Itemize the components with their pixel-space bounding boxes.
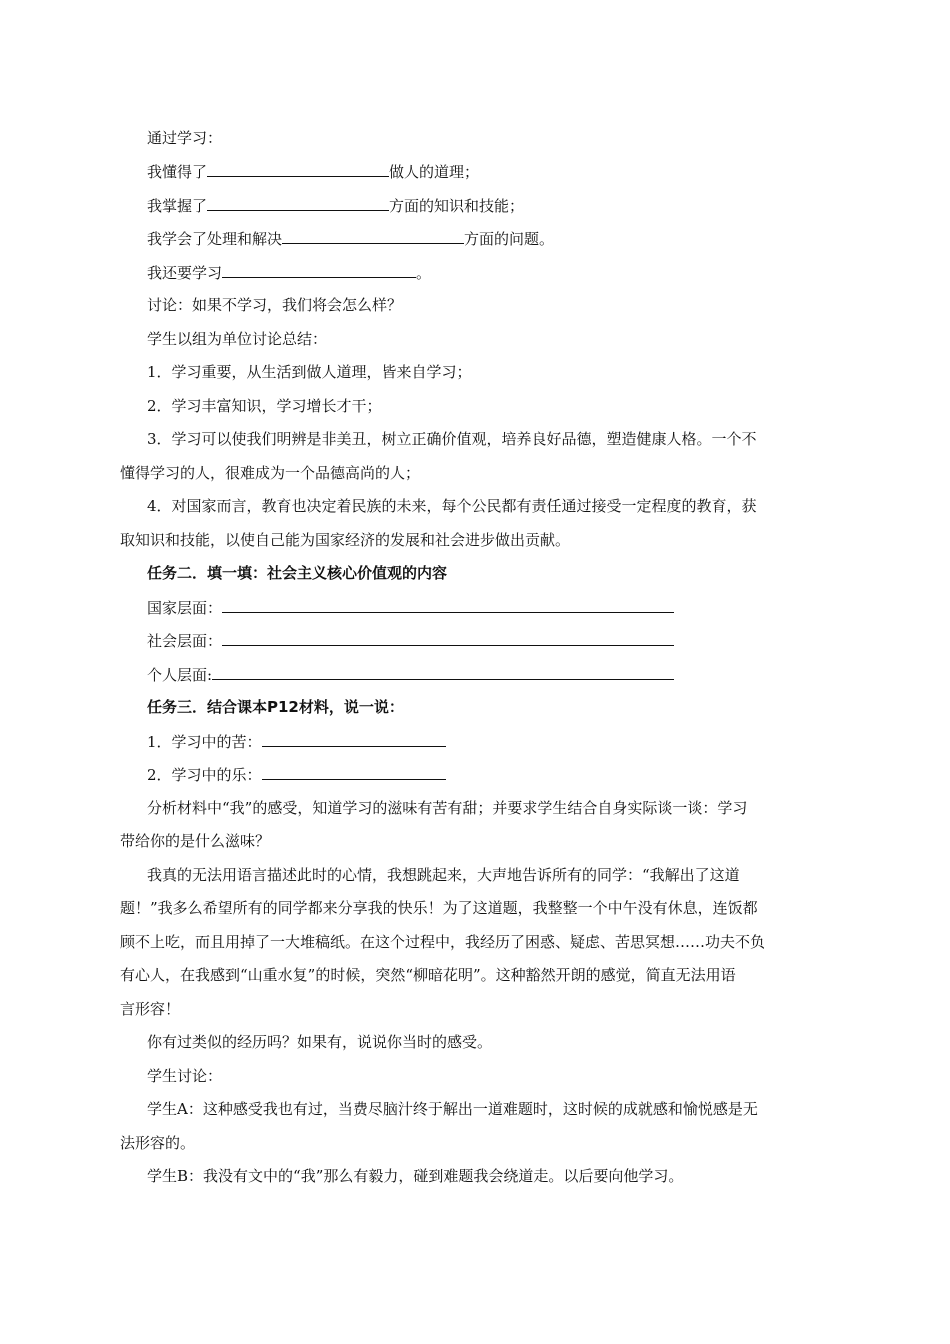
question-text: 你有过类似的经历吗？如果有，说说你当时的感受。 (147, 1033, 493, 1051)
summary-item: 4．对国家而言，教育也决定着民族的未来，每个公民都有责任通过接受一定程度的教育，获 (147, 497, 757, 515)
fill-line-1-after: 做人的道理； (389, 163, 480, 181)
analysis-text-cont: 带给你的是什么滋味？ (120, 832, 271, 850)
task3-joy-label: 2．学习中的乐： (147, 766, 262, 784)
task2-social-blank[interactable] (222, 630, 674, 646)
fill-blank-3[interactable] (282, 228, 464, 244)
task2-personal-blank[interactable] (212, 664, 674, 680)
story-text: 我真的无法用语言描述此时的心情，我想跳起来，大声地告诉所有的同学：“我解出了这道 (147, 866, 740, 884)
analysis-text: 分析材料中“我”的感受，知道学习的滋味有苦有甜；并要求学生结合自身实际谈一谈：学习 (147, 799, 748, 817)
intro-text: 通过学习： (147, 129, 223, 147)
task3-joy-blank[interactable] (262, 764, 446, 780)
task2-social-label: 社会层面： (147, 632, 223, 650)
fill-line-1-before: 我懂得了 (147, 163, 208, 181)
task2-personal (147, 664, 674, 685)
task3-title: 任务三．结合课本P12材料，说一说： (147, 698, 404, 716)
task3-bitter (147, 731, 446, 752)
fill-blank-1[interactable] (207, 161, 389, 177)
task2-national-label: 国家层面： (147, 599, 223, 617)
summary-item-cont: 懂得学习的人，很难成为一个品德高尚的人； (120, 464, 421, 482)
task2-national-blank[interactable] (222, 597, 674, 613)
story-text-cont: 题！”我多么希望所有的同学都来分享我的快乐！为了这道题，我整整一个中午没有休息，连饭都 (120, 899, 758, 917)
fill-line-3 (147, 228, 554, 249)
student-a-text: 学生A：这种感受我也有过，当费尽脑汁终于解出一道难题时，这时候的成就感和愉悦感是无 (147, 1100, 758, 1118)
summary-intro: 学生以组为单位讨论总结： (147, 330, 328, 348)
story-text-cont: 顾不上吃，而且用掉了一大堆稿纸。在这个过程中，我经历了困惑、疑虑、苦思冥想……功夫不负 (120, 933, 766, 951)
student-b-text: 学生B：我没有文中的“我”那么有毅力，碰到难题我会绕道走。以后要向他学习。 (147, 1167, 684, 1185)
fill-line-1 (147, 161, 479, 182)
summary-item: 2．学习丰富知识，学习增长才干； (147, 397, 382, 415)
fill-line-2-before: 我掌握了 (147, 197, 208, 215)
discussion-question: 讨论：如果不学习，我们将会怎么样？ (147, 296, 403, 314)
story-text-cont: 言形容！ (120, 1000, 181, 1018)
fill-line-3-before: 我学会了处理和解决 (147, 230, 283, 248)
fill-line-4-after: 。 (416, 264, 432, 282)
task2-personal-label: 个人层面: (147, 666, 213, 684)
fill-blank-4[interactable] (222, 262, 416, 278)
summary-item: 3．学习可以使我们明辨是非美丑，树立正确价值观，培养良好品德，塑造健康人格。一个不 (147, 430, 757, 448)
task2-title: 任务二．填一填：社会主义核心价值观的内容 (147, 564, 448, 582)
task3-bitter-blank[interactable] (262, 731, 446, 747)
task2-national (147, 597, 674, 618)
fill-line-3-after: 方面的问题。 (464, 230, 555, 248)
fill-blank-2[interactable] (207, 195, 389, 211)
story-text-cont: 有心人，在我感到“山重水复”的时候，突然“柳暗花明”。这种豁然开朗的感觉，简直无法用语 (120, 966, 736, 984)
fill-line-2 (147, 195, 524, 216)
summary-item: 1．学习重要，从生活到做人道理，皆来自学习； (147, 363, 472, 381)
student-a-text-cont: 法形容的。 (120, 1134, 196, 1152)
task2-social (147, 630, 674, 651)
fill-line-4 (147, 262, 431, 283)
task3-bitter-label: 1．学习中的苦： (147, 733, 262, 751)
student-discussion-label: 学生讨论： (147, 1067, 223, 1085)
task3-joy (147, 764, 446, 785)
fill-line-4-before: 我还要学习 (147, 264, 223, 282)
summary-item-cont: 取知识和技能，以使自己能为国家经济的发展和社会进步做出贡献。 (120, 531, 571, 549)
fill-line-2-after: 方面的知识和技能； (389, 197, 525, 215)
